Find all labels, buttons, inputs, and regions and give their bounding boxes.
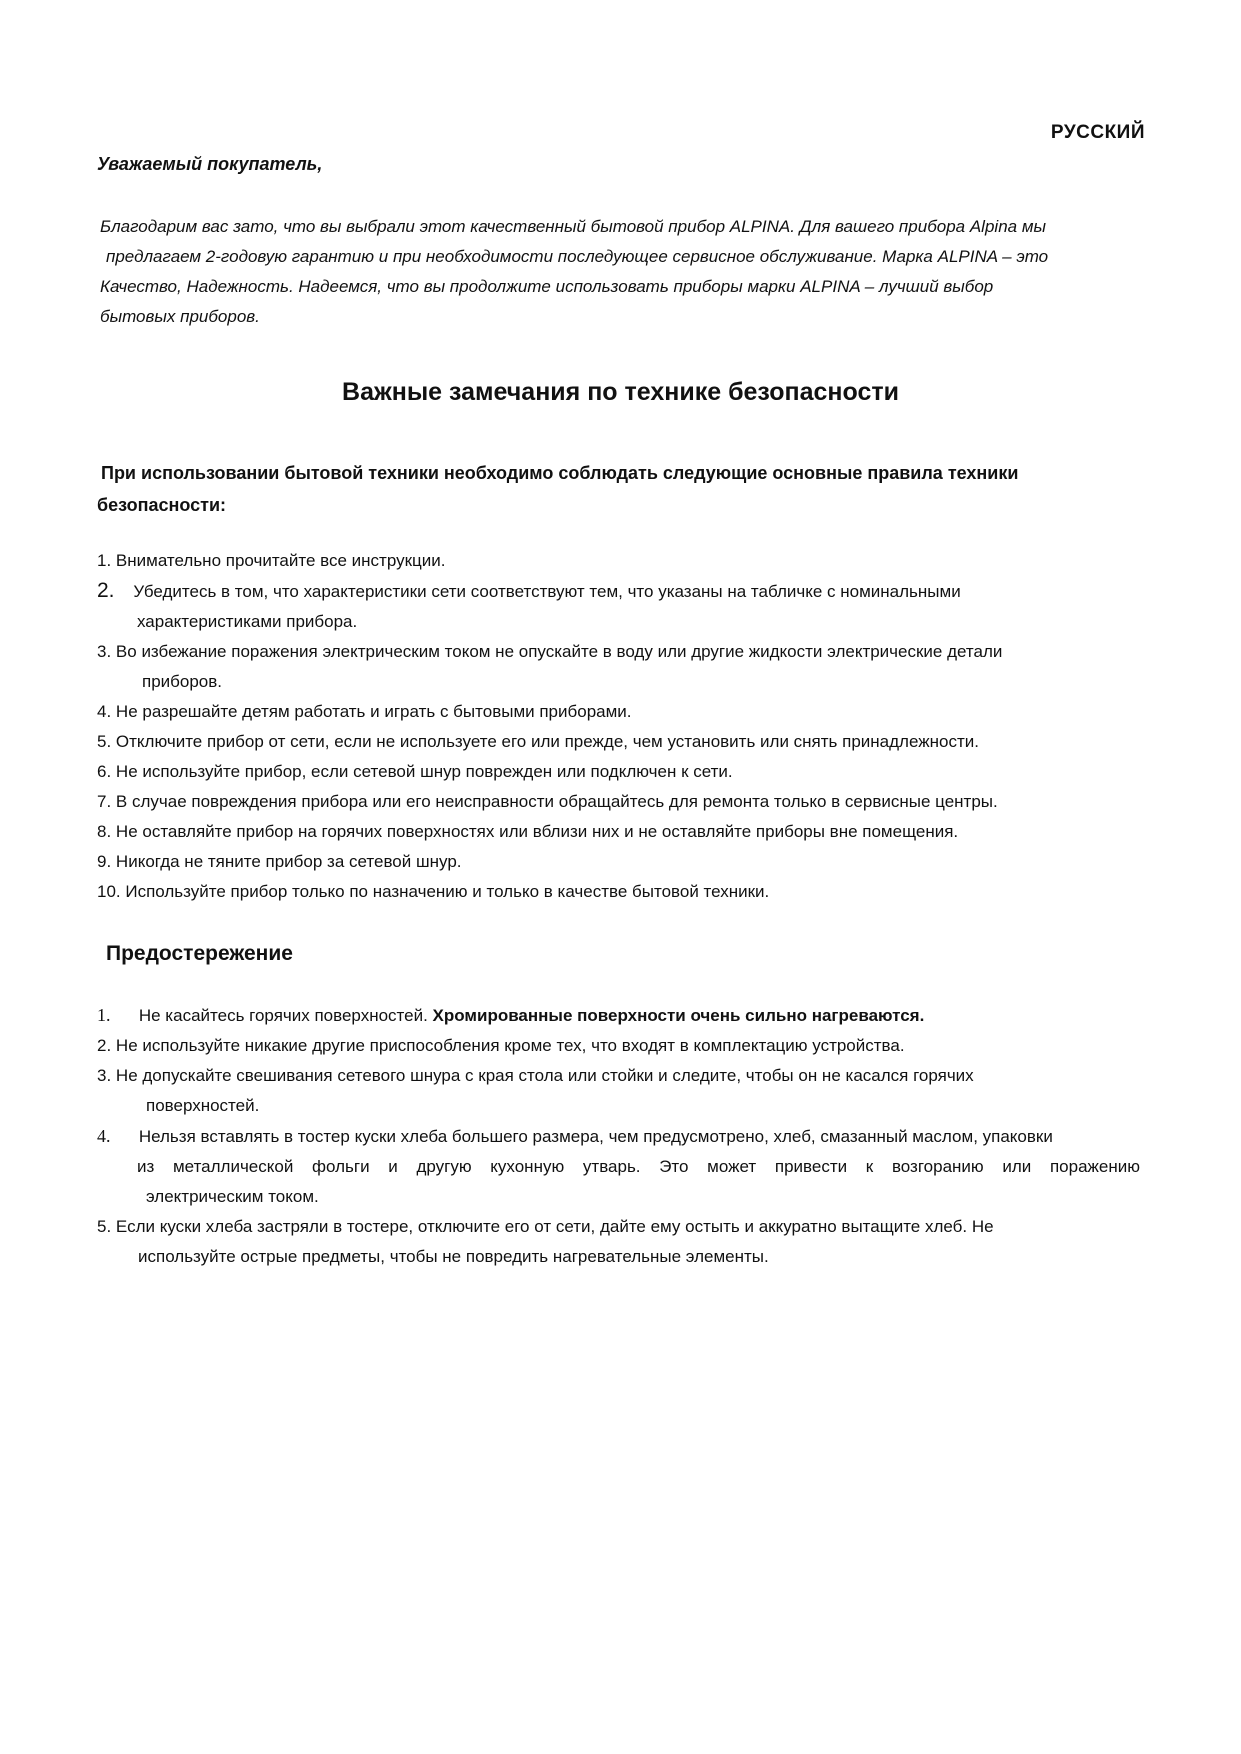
item-number: 8. xyxy=(97,822,112,841)
item-text-continued: электрическим током. xyxy=(146,1187,319,1206)
item-number: 7. xyxy=(97,792,112,811)
item-number: 4. xyxy=(97,1126,111,1146)
item-text: Нельзя вставлять в тостер куски хлеба большего размера, чем предусмотрено, хлеб, смазанный маслом, упаковки xyxy=(138,1127,1053,1146)
list-item xyxy=(97,576,1157,637)
item-text-continued: из металлической фольги и другую кухонную утварь. Это может привести к возгоранию или поражению xyxy=(137,1157,1140,1176)
item-text: Во избежание поражения электрическим током не опускайте в воду или другие жидкости электрические детали xyxy=(115,642,1003,661)
item-text: Не касайтесь горячих поверхностей. xyxy=(138,1006,433,1025)
item-number: 1. xyxy=(97,1005,111,1025)
safety-rules-list xyxy=(97,546,1157,907)
item-text: Не используйте прибор, если сетевой шнур поврежден или подключен к сети. xyxy=(115,762,733,781)
list-item xyxy=(97,697,1157,727)
item-text-continued: используйте острые предметы, чтобы не повредить нагревательные элементы. xyxy=(138,1247,769,1266)
list-item xyxy=(97,1121,1157,1212)
item-text: Не допускайте свешивания сетевого шнура с края стола или стойки и следите, чтобы он не касался горячих xyxy=(115,1066,974,1085)
item-number: 3. xyxy=(97,1066,112,1085)
list-item xyxy=(97,817,1157,847)
item-text: Не оставляйте прибор на горячих поверхностях или вблизи них и не оставляйте приборы вне помещения. xyxy=(115,822,959,841)
page-title: Важные замечания по технике безопасности xyxy=(342,378,899,406)
item-text: Если куски хлеба застряли в тостере, отключите его от сети, дайте ему остыть и аккуратно вытащите хлеб. Не xyxy=(115,1217,994,1236)
intro-line: Благодарим вас зато, что вы выбрали этот качественный бытовой прибор ALPINA. Для вашего прибора Alpina мы xyxy=(100,217,1046,236)
subtitle-line: При использовании бытовой техники необходимо соблюдать следующие основные правила техники xyxy=(101,463,1019,483)
item-text: В случае повреждения прибора или его неисправности обращайтесь для ремонта только в сервисные центры. xyxy=(115,792,998,811)
item-number: 1. xyxy=(97,551,112,570)
item-text: Не используйте никакие другие приспособления кроме тех, что входят в комплектацию устройства. xyxy=(115,1036,905,1055)
list-item xyxy=(97,787,1157,817)
warnings-list xyxy=(97,1000,1157,1272)
item-text: Отключите прибор от сети, если не используете его или прежде, чем установить или снять принадлежности. xyxy=(115,732,979,751)
intro-paragraph xyxy=(100,212,1150,332)
item-text-continued: приборов. xyxy=(142,672,223,691)
list-item xyxy=(97,1000,1157,1031)
list-item xyxy=(97,1061,1157,1121)
item-text: Используйте прибор только по назначению и только в качестве бытовой техники. xyxy=(125,882,770,901)
list-item xyxy=(97,727,1157,757)
section-subtitle xyxy=(97,457,1147,521)
item-number: 2. xyxy=(97,1036,112,1055)
item-text: Не разрешайте детям работать и играть с бытовыми приборами. xyxy=(115,702,632,721)
item-text: Никогда не тяните прибор за сетевой шнур. xyxy=(115,852,462,871)
item-number: 9. xyxy=(97,852,112,871)
item-number: 2. xyxy=(97,579,115,602)
item-number: 3. xyxy=(97,642,112,661)
item-number: 5. xyxy=(97,732,112,751)
list-item xyxy=(97,877,1157,907)
item-number: 6. xyxy=(97,762,112,781)
list-item xyxy=(97,637,1157,697)
item-number: 4. xyxy=(97,702,112,721)
subtitle-line: безопасности: xyxy=(97,495,227,515)
greeting: Уважаемый покупатель, xyxy=(97,154,323,174)
warning-heading: Предостережение xyxy=(106,942,293,965)
item-number: 10. xyxy=(97,882,121,901)
item-number: 5. xyxy=(97,1217,112,1236)
item-text-continued: характеристиками прибора. xyxy=(137,612,358,631)
list-item xyxy=(97,1031,1157,1061)
language-label: РУССКИЙ xyxy=(1050,122,1145,143)
list-item xyxy=(97,1212,1157,1272)
item-text-continued: поверхностей. xyxy=(146,1096,260,1115)
item-text-bold: Хромированные поверхности очень сильно нагреваются. xyxy=(432,1006,925,1025)
intro-line: бытовых приборов. xyxy=(100,307,260,326)
list-item xyxy=(97,546,1157,576)
item-text: Убедитесь в том, что характеристики сети соответствуют тем, что указаны на табличке с номинальными xyxy=(133,582,961,601)
list-item xyxy=(97,847,1157,877)
intro-line: предлагаем 2-годовую гарантию и при необходимости последующее сервисное обслуживание. Марка ALPINA – это xyxy=(106,247,1049,266)
list-item xyxy=(97,757,1157,787)
item-text: Внимательно прочитайте все инструкции. xyxy=(115,551,446,570)
intro-line: Качество, Надежность. Надеемся, что вы продолжите использовать приборы марки ALPINA – лучший выбор xyxy=(100,277,994,296)
